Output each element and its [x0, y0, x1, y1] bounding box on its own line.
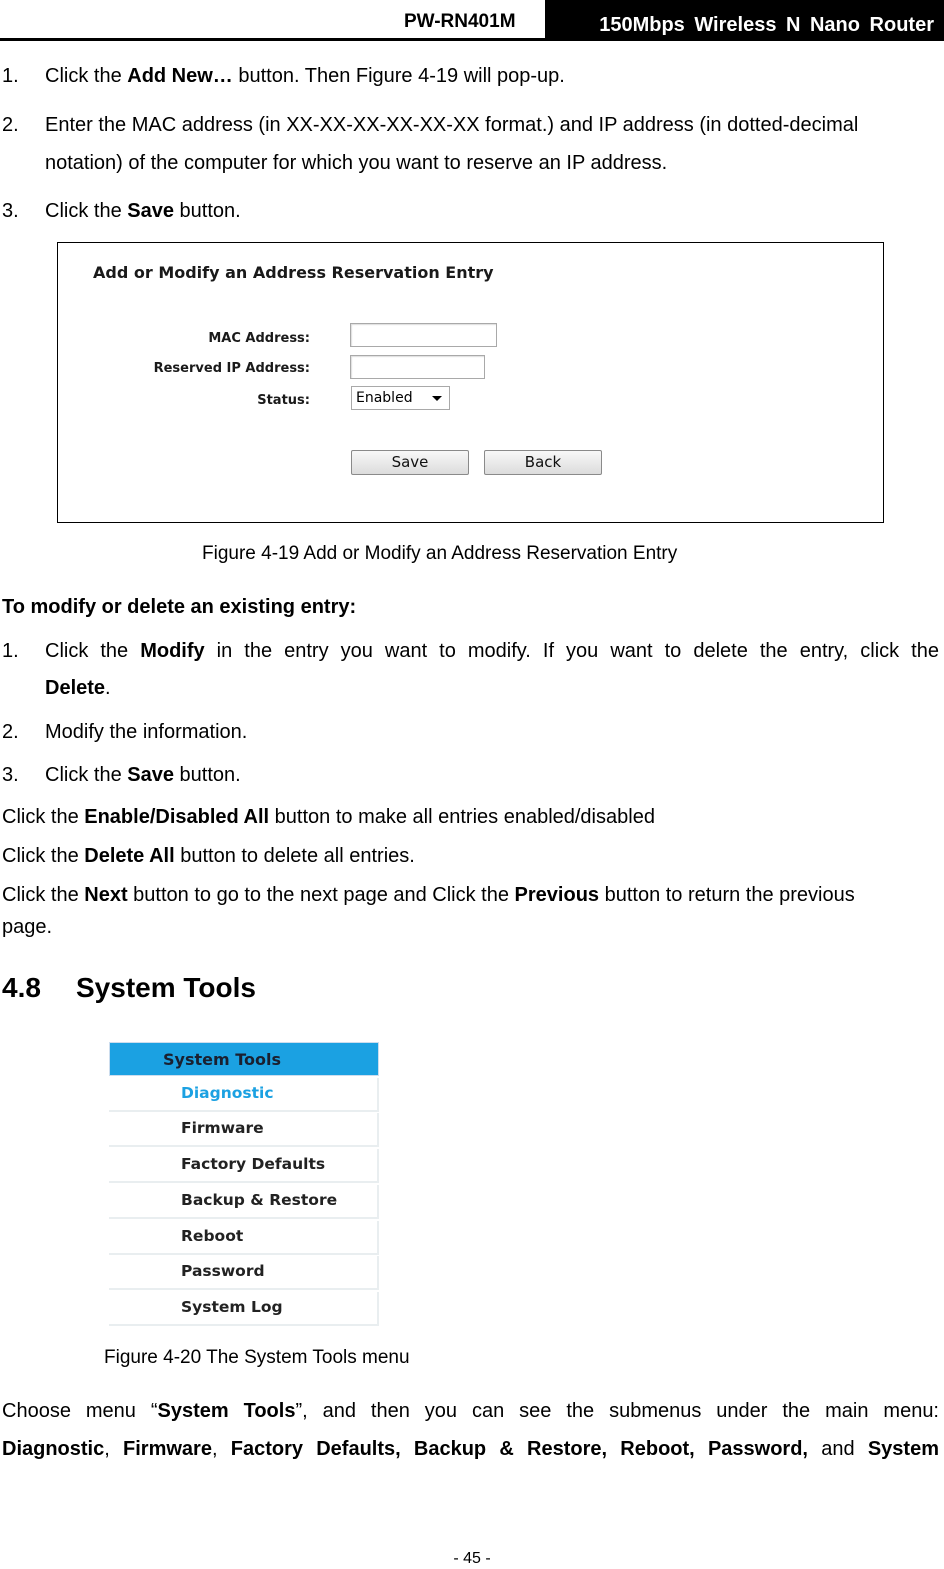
menu-item-label: Reboot	[181, 1227, 244, 1245]
step-text: Click the	[45, 764, 128, 786]
menu-item-diagnostic[interactable]	[109, 1078, 379, 1112]
menu-item-label: Password	[181, 1262, 265, 1280]
section-title: System Tools	[76, 972, 256, 1003]
step-add-2-line1: Enter the MAC address (in XX-XX-XX-XX-XX-XX format.) and IP address (in dotted-decimal	[45, 114, 859, 136]
section-number: 4.8	[2, 972, 41, 1003]
header-rule	[0, 38, 944, 41]
header-model: PW-RN401M	[404, 11, 516, 32]
note-bold: Delete All	[84, 845, 175, 867]
menu-header[interactable]	[109, 1042, 379, 1076]
page-header	[0, 0, 944, 41]
step-modify-1-line1	[45, 632, 939, 670]
mac-address-input[interactable]	[350, 323, 497, 347]
step-text: .	[105, 677, 111, 699]
note-next-previous-line2: page.	[2, 916, 53, 938]
note-enable-disable	[2, 798, 655, 836]
menu-item-reboot[interactable]	[109, 1221, 379, 1255]
menu-item-factory-defaults[interactable]	[109, 1149, 379, 1183]
step-text: button.	[173, 200, 241, 222]
status-value: Enabled	[356, 390, 413, 406]
reserved-ip-label: Reserved IP Address:	[153, 361, 310, 376]
para-bold: System	[867, 1438, 939, 1460]
note-text: Click the	[2, 845, 85, 867]
note-text: button to go to the next page and Click the	[127, 884, 515, 906]
para-bold: Factory Defaults, Backup & Restore, Reboot, Password,	[230, 1438, 808, 1460]
form-title: Add or Modify an Address Reservation Entry	[93, 263, 494, 282]
step-add-2-num: 2.	[2, 114, 19, 136]
menu-item-label: Backup & Restore	[181, 1191, 338, 1209]
back-button[interactable]: Back	[484, 450, 602, 475]
note-next-previous	[2, 876, 855, 914]
para-text: ,	[104, 1438, 124, 1460]
step-add-1	[2, 57, 19, 95]
para-text: Choose menu “	[2, 1400, 158, 1422]
step-modify-2-text: Modify the information.	[45, 721, 248, 743]
note-text: button to delete all entries.	[174, 845, 415, 867]
reserved-ip-input[interactable]	[350, 355, 485, 379]
para-text: ,	[211, 1438, 231, 1460]
system-tools-menu	[109, 1040, 380, 1329]
step-modify-3-num: 3.	[2, 764, 19, 786]
note-bold: Enable/Disabled All	[84, 806, 270, 828]
note-delete-all	[2, 837, 415, 875]
step-text: Click the	[45, 200, 128, 222]
note-text: Click the	[2, 884, 85, 906]
chevron-down-icon	[432, 396, 442, 401]
menu-item-label: Factory Defaults	[181, 1155, 326, 1173]
menu-item-system-log[interactable]	[109, 1292, 379, 1326]
step-add-3-num: 3.	[2, 200, 19, 222]
step-bold: Modify	[140, 640, 205, 662]
menu-header-label: System Tools	[163, 1050, 281, 1069]
menu-item-label: Firmware	[181, 1119, 264, 1137]
header-product: 150Mbps Wireless N Nano Router	[545, 0, 944, 41]
status-select[interactable]	[351, 386, 450, 410]
step-add-2-line2: notation) of the computer for which you want to reserve an IP address.	[45, 152, 668, 174]
step-modify-1-line2	[45, 669, 111, 707]
final-paragraph-line2	[2, 1430, 939, 1468]
step-text: Click the	[45, 640, 141, 662]
note-text: button to return the previous	[599, 884, 855, 906]
menu-item-password[interactable]	[109, 1256, 379, 1290]
step-add-1-text	[45, 57, 565, 95]
note-bold: Next	[84, 884, 128, 906]
mac-address-label: MAC Address:	[208, 331, 310, 346]
para-text: ”, and then you can see the submenus under the main menu:	[295, 1400, 939, 1422]
step-modify-2-num: 2.	[2, 721, 19, 743]
step-text: in the entry you want to modify. If you want to delete the entry, click the	[204, 640, 939, 662]
menu-item-backup-restore[interactable]	[109, 1185, 379, 1219]
step-number: 1.	[2, 65, 19, 87]
menu-item-firmware[interactable]	[109, 1113, 379, 1147]
step-text: button. Then Figure 4-19 will pop-up.	[232, 65, 565, 87]
para-bold: Firmware	[123, 1438, 212, 1460]
note-text: button to make all entries enabled/disabled	[269, 806, 655, 828]
modify-heading: To modify or delete an existing entry:	[2, 596, 357, 618]
step-bold: Save	[127, 764, 174, 786]
para-text: and	[808, 1438, 868, 1460]
note-text: Click the	[2, 806, 85, 828]
para-bold: Diagnostic	[2, 1438, 105, 1460]
figure-4-19-caption: Figure 4-19 Add or Modify an Address Reservation Entry	[202, 543, 678, 564]
final-paragraph-line1	[2, 1392, 939, 1430]
save-button[interactable]: Save	[351, 450, 469, 475]
menu-item-label: Diagnostic	[181, 1084, 274, 1102]
step-modify-3-text	[45, 756, 241, 794]
page-number: - 45 -	[453, 1550, 491, 1567]
step-bold: Delete	[45, 677, 106, 699]
step-modify-1-num: 1.	[2, 640, 19, 662]
menu-item-label: System Log	[181, 1298, 283, 1316]
para-bold: System Tools	[157, 1400, 296, 1422]
figure-4-20-caption: Figure 4-20 The System Tools menu	[104, 1347, 410, 1368]
step-text: Click the	[45, 65, 128, 87]
step-add-3-text	[45, 192, 241, 230]
address-reservation-form-figure	[57, 242, 884, 523]
status-label: Status:	[257, 393, 310, 408]
step-bold: Add New…	[127, 65, 233, 87]
step-text: button.	[173, 764, 241, 786]
step-bold: Save	[127, 200, 174, 222]
note-bold: Previous	[514, 884, 600, 906]
